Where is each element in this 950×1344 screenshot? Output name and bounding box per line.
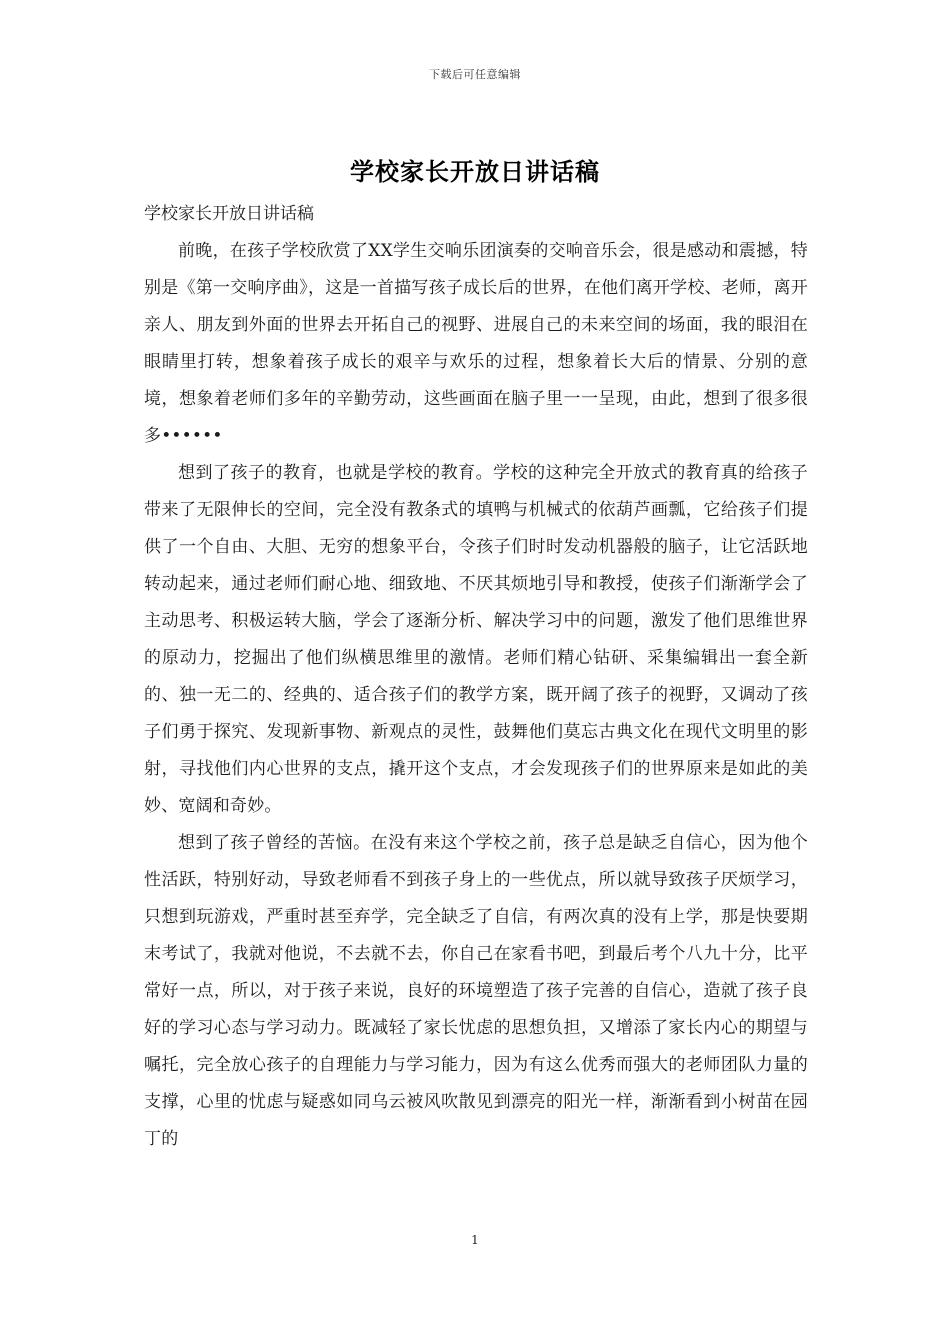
paragraph-2: 想到了孩子的教育，也就是学校的教育。学校的这种完全开放式的教育真的给孩子带来了无限伸长的空间，完全没有教条式的填鸭与机械式的依葫芦画瓢，它给孩子们提供了一个自由、大胆、无穷的想象平台，令孩子们时时发动机器般的脑子，让它活跃地转动起来，通过老师们耐心地、细致地、不厌其烦地引导和教授，使孩子们渐渐学会了主动思考、积极运转大脑，学会了逐渐分析、解决学习中的问题，激发了他们思维世界的原动力，挖掘出了他们纵横思维里的激情。老师们精心钻研、采集编辑出一套全新的、独一无二的、经典的、适合孩子们的教学方案，既开阔了孩子的视野，又调动了孩子们勇于探究、发现新事物、新观点的灵性，鼓舞他们莫忘古典文化在现代文明里的影射，寻找他们内心世界的支点，撬开这个支点，才会发现孩子们的世界原来是如此的美妙、宽阔和奇妙。 (144, 463, 808, 816)
document-subtitle: 学校家长开放日讲话稿 (144, 204, 314, 224)
paragraph-3: 想到了孩子曾经的苦恼。在没有来这个学校之前，孩子总是缺乏自信心，因为他个性活跃，特别好动，导致老师看不到孩子身上的一些优点，所以就导致孩子厌烦学习，只想到玩游戏，严重时甚至弃学，完全缺乏了自信，有两次真的没有上学，那是快要期末考试了，我就对他说，不去就不去，你自己在家看书吧，到最后考个八九十分，比平常好一点，所以，对于孩子来说，良好的环境塑造了孩子完善的自信心，造就了孩子良好的学习心态与学习动力。既减轻了家长忧虑的思想负担，又增添了家长内心的期望与嘱托，完全放心孩子的自理能力与学习能力，因为有这么优秀而强大的老师团队力量的支撑，心里的忧虑与疑惑如同乌云被风吹散见到漂亮的阳光一样，渐渐看到小树苗在园丁的 (144, 833, 808, 1149)
document-title: 学校家长开放日讲话稿 (350, 157, 600, 186)
paragraph-1: 前晚，在孩子学校欣赏了XX学生交响乐团演奏的交响音乐会，很是感动和震撼，特别是《第一交响序曲》，这是一首描写孩子成长后的世界，在他们离开学校、老师，离开亲人、朋友到外面的世界去开拓自己的视野、进展自己的未来空间的场面，我的眼泪在眼睛里打转，想象着孩子成长的艰辛与欢乐的过程，想象着长大后的情景、分别的意境，想象着老师们多年的辛勤劳动，这些画面在脑子里一一呈现，由此，想到了很多很多•••••• (144, 241, 808, 446)
header-note: 下载后可任意编辑 (429, 68, 521, 81)
page-number: 1 (471, 1233, 479, 1247)
document-body (144, 196, 808, 1158)
